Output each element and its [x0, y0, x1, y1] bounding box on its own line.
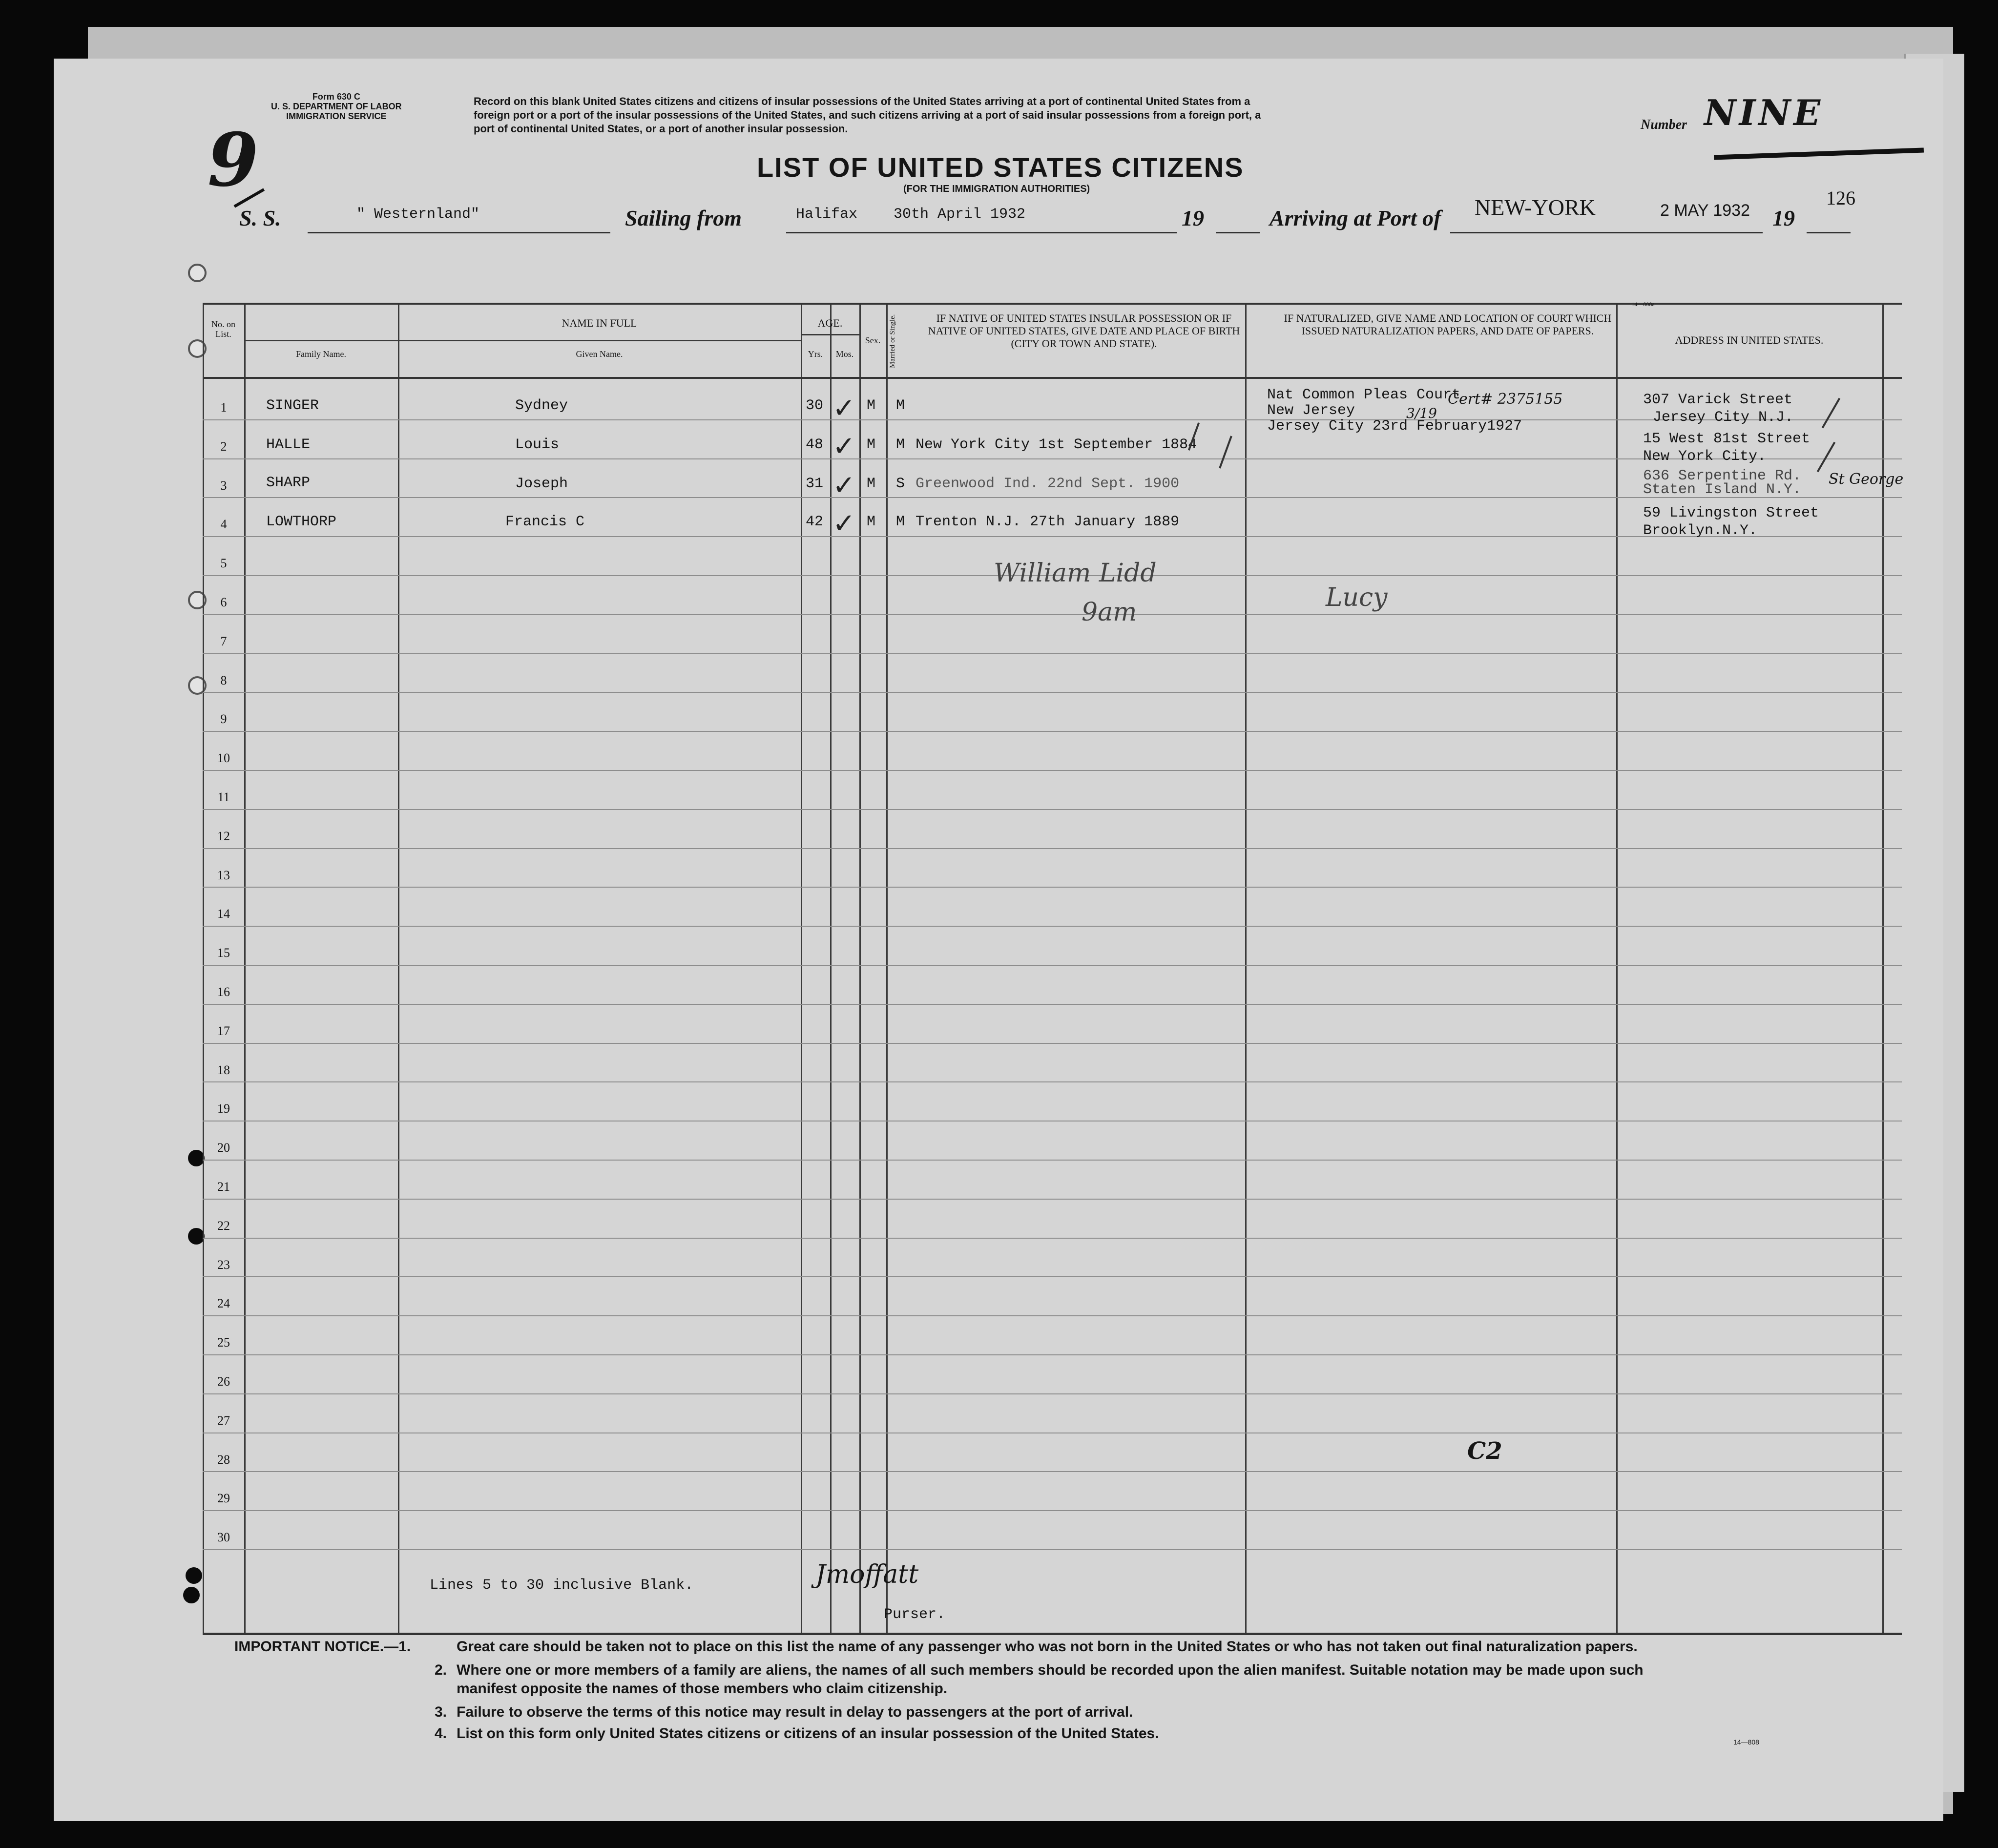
- row-number: 15: [217, 946, 230, 960]
- check-mark: ✓: [832, 431, 855, 462]
- col-header-sex: Sex.: [865, 335, 881, 345]
- number-value: NINE: [1704, 92, 1824, 133]
- check-mark: ✓: [832, 470, 855, 501]
- passenger-table: [203, 303, 1902, 1635]
- row-rule: [203, 1043, 1902, 1044]
- address-line-1: 59 Livingston Street: [1643, 505, 1819, 521]
- naturalization-city-date: Jersey City 23rd February1927: [1267, 418, 1522, 435]
- age-years: 30: [806, 397, 824, 414]
- department: U. S. DEPARTMENT OF LABOR: [271, 102, 402, 111]
- year-prefix-2: 19: [1772, 206, 1795, 230]
- address-line-1: 15 West 81st Street: [1643, 431, 1811, 447]
- punch-hole: [188, 1150, 205, 1166]
- address-line-2: Staten Island N.Y.: [1643, 481, 1802, 498]
- address-line-2: New York City.: [1643, 448, 1767, 465]
- row-number: 22: [217, 1218, 230, 1233]
- handwritten-name: William Lidd: [994, 559, 1157, 588]
- notice-3: Failure to observe the terms of this notice may result in delay to passengers at the port of arrival.: [457, 1704, 1133, 1720]
- col-header-age: AGE.: [817, 317, 843, 329]
- intro-line: Record on this blank United States citizens and citizens of insular possessions of the United States arriving at a port of continental United States from a: [474, 95, 1250, 107]
- manifest-page: [54, 59, 1943, 1821]
- marital-status: S: [896, 476, 905, 492]
- age-years: 42: [806, 514, 824, 530]
- row-number: 30: [217, 1530, 230, 1545]
- intro-text: [474, 95, 1261, 136]
- service: IMMIGRATION SERVICE: [286, 111, 387, 121]
- pen-mark: [1817, 442, 1835, 473]
- row-number: 13: [217, 868, 230, 882]
- col-header-married: Married or Single.: [889, 314, 896, 369]
- row-number: 6: [220, 595, 227, 609]
- notice-2-number: 2.: [435, 1662, 447, 1678]
- col-header-yrs: Yrs.: [808, 349, 823, 359]
- notice-title: IMPORTANT NOTICE.—1.: [234, 1639, 411, 1655]
- col-header-address: ADDRESS IN UNITED STATES.: [1675, 334, 1824, 346]
- notice-2-continued: manifest opposite the names of those members who claim citizenship.: [457, 1681, 948, 1697]
- sex: M: [867, 514, 876, 530]
- row-number: 18: [217, 1062, 230, 1077]
- form-title: LIST OF UNITED STATES CITIZENS: [757, 152, 1244, 183]
- row-number: 10: [217, 751, 230, 766]
- address-line-1: 636 Serpentine Rd.: [1643, 468, 1802, 484]
- row-rule: [203, 1276, 1902, 1277]
- marital-status: M: [896, 397, 905, 414]
- year-underline: [1807, 232, 1851, 233]
- purser-label: Purser.: [884, 1606, 946, 1623]
- binder-ring: [188, 264, 207, 282]
- sex: M: [867, 476, 876, 492]
- notice-1: Great care should be taken not to place on this list the name of any passenger who was not born in the United States or who has not taken out final naturalization papers.: [457, 1639, 1638, 1655]
- row-rule: [203, 809, 1902, 810]
- sailing-label: Sailing from: [625, 206, 742, 230]
- row-number: 27: [217, 1413, 230, 1428]
- notice-3-number: 3.: [435, 1704, 447, 1720]
- sheet-number: 126: [1826, 187, 1855, 209]
- notice-2: Where one or more members of a family are aliens, the names of all such members should be recorded upon the alien manifest. Suitable notation may be made upon such: [457, 1662, 1644, 1678]
- date-note: 3/19: [1406, 405, 1437, 421]
- family-name: HALLE: [266, 436, 311, 453]
- row-number: 29: [217, 1491, 230, 1506]
- row-number: 26: [217, 1374, 230, 1389]
- purser-signature: Jmoffatt: [815, 1560, 919, 1589]
- form-info: [271, 92, 402, 121]
- row-number: 17: [217, 1023, 230, 1038]
- number-underline: [1714, 147, 1924, 160]
- address-line-1: 307 Varick Street: [1643, 392, 1793, 408]
- row-number: 28: [217, 1452, 230, 1467]
- row-rule: [203, 1510, 1902, 1511]
- given-name: Francis C: [505, 514, 585, 530]
- row-rule: [203, 692, 1902, 693]
- header-rule: [244, 340, 801, 341]
- row-number: 24: [217, 1296, 230, 1311]
- col-header-name: NAME IN FULL: [562, 317, 637, 329]
- row-number: 7: [220, 634, 227, 648]
- row-number: 4: [220, 517, 227, 532]
- row-number: 20: [217, 1141, 230, 1155]
- sailing-port: Halifax: [796, 206, 858, 223]
- footer-code: 14—808: [1733, 1738, 1759, 1746]
- col-header-no: No. on List.: [211, 319, 235, 339]
- arrival-port: NEW-YORK: [1475, 195, 1596, 220]
- check-mark: ✓: [832, 508, 855, 540]
- form-subtitle: (FOR THE IMMIGRATION AUTHORITIES): [903, 184, 1090, 194]
- ship-name: " Westernland": [356, 206, 480, 223]
- col-header-given: Given Name.: [576, 349, 623, 359]
- col-header-mos: Mos.: [835, 349, 854, 359]
- row-number: 3: [220, 478, 227, 493]
- number-label: Number: [1641, 117, 1687, 132]
- row-rule: [203, 1393, 1902, 1394]
- arrival-date-stamp: 2 MAY 1932: [1660, 201, 1750, 220]
- row-rule: [203, 1315, 1902, 1316]
- row-number: 11: [217, 790, 230, 804]
- sex: M: [867, 436, 876, 453]
- row-rule: [203, 653, 1902, 654]
- arrival-underline: [1450, 232, 1763, 233]
- row-rule: [203, 1004, 1902, 1005]
- row-rule: [203, 731, 1902, 732]
- address-note: St George: [1829, 471, 1904, 488]
- birth-place-date: Trenton N.J. 27th January 1889: [916, 514, 1180, 530]
- sex: M: [867, 397, 876, 414]
- row-number: 5: [220, 556, 227, 571]
- intro-line: foreign port or a port of the insular possessions of the United States, and such citizens arriving at a port of said insular possessions from a foreign port, a: [474, 109, 1261, 121]
- address-line-2: Brooklyn.N.Y.: [1643, 522, 1758, 539]
- given-name: Joseph: [515, 476, 568, 492]
- family-name: SHARP: [266, 475, 311, 491]
- margin-code: C2: [1467, 1437, 1502, 1465]
- birth-place-date: Greenwood Ind. 22nd Sept. 1900: [916, 476, 1180, 492]
- year-underline: [1216, 232, 1260, 233]
- row-rule: [203, 926, 1902, 927]
- age-years: 48: [806, 436, 824, 453]
- birth-place-date: New York City 1st September 1884: [916, 436, 1197, 453]
- row-number: 19: [217, 1101, 230, 1116]
- family-name: SINGER: [266, 397, 319, 414]
- punch-hole: [183, 1587, 200, 1603]
- given-name: Louis: [515, 436, 560, 453]
- check-mark: ✓: [832, 393, 855, 424]
- marital-status: M: [896, 436, 905, 453]
- pen-mark: [1822, 398, 1840, 429]
- row-rule: [203, 1160, 1902, 1161]
- row-rule: [203, 1549, 1902, 1550]
- row-rule: [203, 887, 1902, 888]
- col-header-native: IF NATIVE OF UNITED STATES INSULAR POSSESSION OR IF NATIVE OF UNITED STATES, GIVE DATE AND PLACE OF BIRTH (CITY OR TOWN AND STATE).: [928, 312, 1240, 350]
- row-rule: [203, 614, 1902, 615]
- naturalization-court: Nat Common Pleas Court: [1267, 387, 1461, 403]
- row-number: 23: [217, 1257, 230, 1272]
- sailing-underline: [786, 232, 1177, 233]
- row-number: 25: [217, 1335, 230, 1350]
- handwritten-other: Lucy: [1326, 583, 1388, 612]
- row-rule: [203, 965, 1902, 966]
- row-rule: [203, 419, 1902, 420]
- naturalization-state: New Jersey: [1267, 402, 1355, 419]
- row-number: 8: [220, 673, 227, 687]
- notice-4: List on this form only United States citizens or citizens of an insular possession of the United States.: [457, 1725, 1159, 1742]
- row-rule: [203, 1238, 1902, 1239]
- row-rule: [203, 848, 1902, 849]
- form-number: Form 630 C: [312, 92, 360, 102]
- handwritten-initial: 9am: [1082, 598, 1137, 627]
- row-number: 2: [220, 439, 227, 454]
- col-header-naturalized: IF NATURALIZED, GIVE NAME AND LOCATION OF COURT WHICH ISSUED NATURALIZATION PAPERS, AND DATE OF PAPERS.: [1284, 312, 1612, 337]
- row-rule: [203, 1471, 1902, 1472]
- pen-mark: [1219, 436, 1232, 468]
- cert-number-note: Cert# 2375155: [1448, 391, 1563, 408]
- row-rule: [203, 1354, 1902, 1355]
- col-header-family: Family Name.: [296, 349, 346, 359]
- punch-hole: [188, 1228, 205, 1245]
- family-name: LOWTHORP: [266, 514, 337, 530]
- given-name: Sydney: [515, 397, 568, 414]
- sailing-date: 30th April 1932: [894, 206, 1026, 223]
- row-number: 12: [217, 829, 230, 843]
- ship-underline: [308, 232, 610, 233]
- row-number: 1: [220, 400, 227, 415]
- row-number: 14: [217, 907, 230, 921]
- blank-lines-note: Lines 5 to 30 inclusive Blank.: [430, 1577, 694, 1594]
- row-rule: [203, 1199, 1902, 1200]
- header-bottom-rule: [203, 377, 1902, 379]
- year-prefix-1: 19: [1182, 206, 1204, 230]
- ss-label: S. S.: [239, 206, 281, 230]
- header-rule: [801, 334, 859, 335]
- intro-line: port of continental United States, or a port of another insular possession.: [474, 123, 848, 135]
- row-rule: [203, 1081, 1902, 1082]
- notice-4-number: 4.: [435, 1725, 447, 1742]
- page-mark: 9: [208, 117, 259, 203]
- address-line-2: Jersey City N.J.: [1653, 409, 1794, 426]
- marital-status: M: [896, 514, 905, 530]
- row-number: 21: [217, 1180, 230, 1194]
- row-rule: [203, 770, 1902, 771]
- age-years: 31: [806, 476, 824, 492]
- row-number: 9: [220, 712, 227, 727]
- punch-hole: [186, 1567, 202, 1584]
- row-number: 16: [217, 985, 230, 999]
- printer-mark: 14—808a: [1631, 301, 1655, 308]
- arriving-label: Arriving at Port of: [1270, 206, 1441, 230]
